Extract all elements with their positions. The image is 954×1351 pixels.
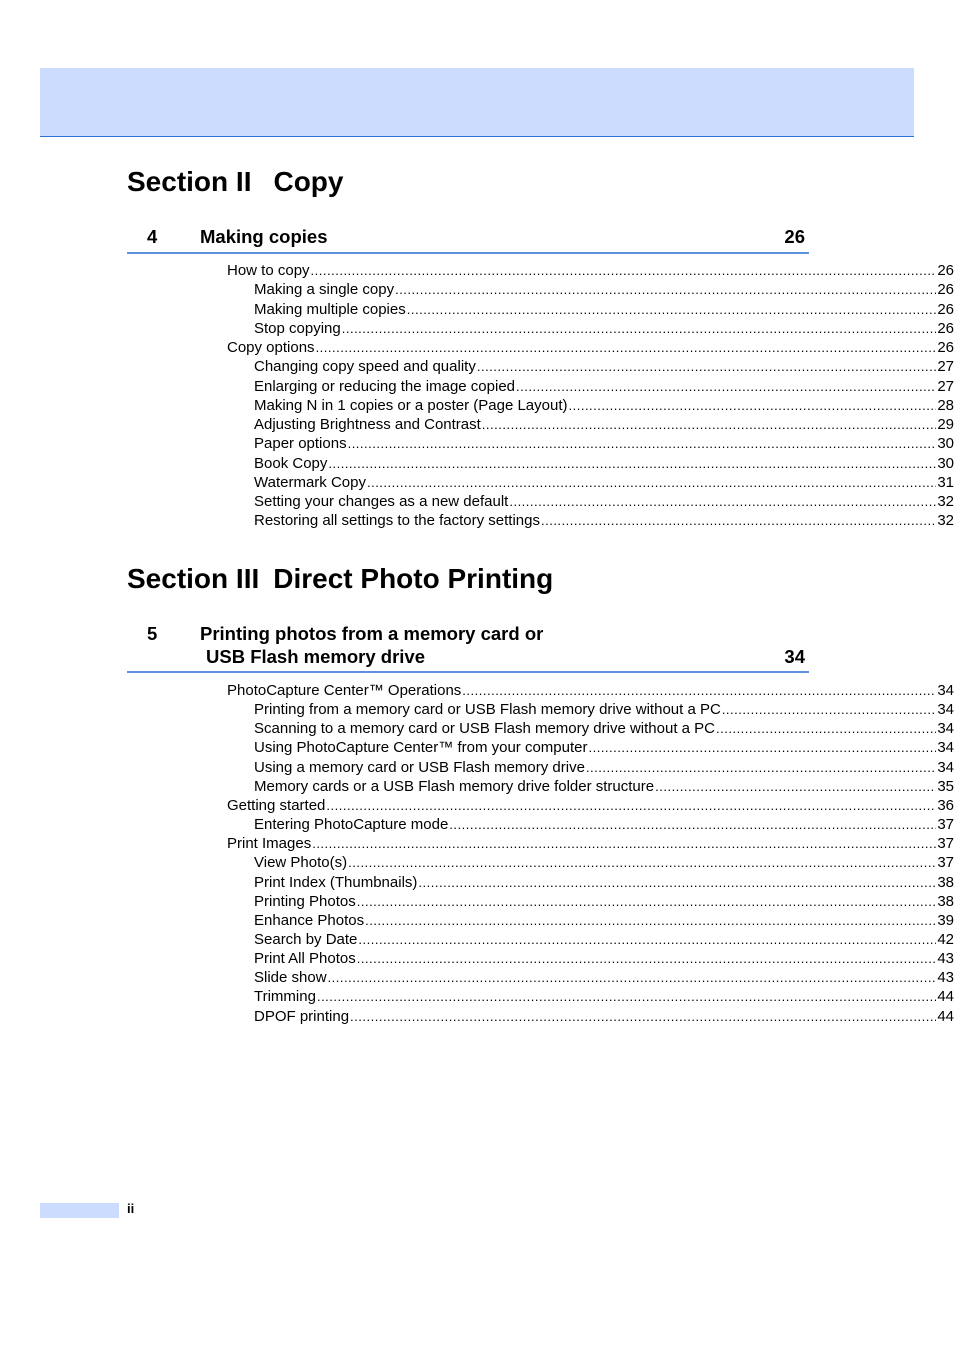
toc-dot-leader xyxy=(655,777,936,796)
toc-dot-leader xyxy=(449,815,936,834)
toc-entry[interactable] xyxy=(254,719,954,738)
toc-entry[interactable] xyxy=(254,815,954,834)
toc-entry-page: 44 xyxy=(937,1007,954,1025)
toc-entry-page: 38 xyxy=(937,873,954,891)
toc-entry-page: 27 xyxy=(937,358,954,376)
toc-entry-page: 38 xyxy=(937,892,954,910)
toc-entry-title: Book Copy xyxy=(254,454,328,472)
toc-entry[interactable] xyxy=(227,681,954,700)
toc-dot-leader xyxy=(358,930,936,949)
toc-entry-page: 37 xyxy=(937,835,954,853)
toc-entry[interactable] xyxy=(254,434,954,453)
toc-dot-leader xyxy=(328,454,936,473)
toc-entry-title: Making N in 1 copies or a poster (Page Layout) xyxy=(254,396,568,414)
section-name: Copy xyxy=(273,166,344,197)
toc-entry-title: Entering PhotoCapture mode xyxy=(254,816,449,834)
toc-entry-page: 26 xyxy=(937,281,954,299)
toc-dot-leader xyxy=(395,280,936,299)
toc-entry-title: Print Images xyxy=(227,835,312,853)
toc-entry[interactable] xyxy=(254,968,954,987)
toc-entry[interactable] xyxy=(254,911,954,930)
toc-entry[interactable] xyxy=(254,1007,954,1026)
toc-entry-page: 26 xyxy=(937,339,954,356)
toc-dot-leader xyxy=(348,853,936,872)
section-label: Section III xyxy=(127,563,260,594)
toc-entry[interactable] xyxy=(254,415,954,434)
toc-dot-leader xyxy=(348,434,937,453)
toc-dot-leader xyxy=(541,511,936,530)
toc-entry[interactable] xyxy=(227,261,954,280)
toc-entry[interactable] xyxy=(254,357,954,376)
header-band xyxy=(40,68,914,137)
toc-dot-leader xyxy=(316,338,937,357)
toc-dot-leader xyxy=(367,473,936,492)
toc-entry-title: DPOF printing xyxy=(254,1007,350,1025)
toc-entry-title: Using PhotoCapture Center™ from your computer xyxy=(254,739,588,757)
toc-entry[interactable] xyxy=(254,987,954,1006)
chapter-title: Making copies xyxy=(200,226,328,247)
toc-entry-title: How to copy xyxy=(227,262,310,279)
toc-entry-page: 31 xyxy=(937,473,954,491)
chapter-page: 26 xyxy=(784,226,805,247)
section-label: Section II xyxy=(127,166,252,197)
toc-dot-leader xyxy=(462,681,936,700)
toc-entry-page: 36 xyxy=(937,796,954,814)
toc-entry[interactable] xyxy=(254,280,954,299)
toc-entry[interactable] xyxy=(254,738,954,757)
toc-entry-page: 43 xyxy=(937,950,954,968)
toc-entry-page: 37 xyxy=(937,854,954,872)
toc-entry-page: 32 xyxy=(937,512,954,530)
toc-entry-title: Stop copying xyxy=(254,319,341,337)
toc-dot-leader xyxy=(482,415,937,434)
chapter-title-line2: USB Flash memory drive xyxy=(206,646,425,667)
toc-entry-page: 26 xyxy=(937,300,954,318)
toc-entry-title: Print Index (Thumbnails) xyxy=(254,873,418,891)
toc-entry[interactable] xyxy=(254,777,954,796)
toc-dot-leader xyxy=(407,300,937,319)
toc-entry[interactable] xyxy=(254,853,954,872)
toc-entry[interactable] xyxy=(254,454,954,473)
toc-entry-title: Using a memory card or USB Flash memory drive xyxy=(254,758,585,776)
toc-entry-title: View Photo(s) xyxy=(254,854,348,872)
toc-entry[interactable] xyxy=(254,892,954,911)
toc-entry-title: Paper options xyxy=(254,435,347,453)
toc-dot-leader xyxy=(326,796,936,815)
toc-entry[interactable] xyxy=(254,473,954,492)
toc-dot-leader xyxy=(357,892,937,911)
chapter-title-line1: Printing photos from a memory card or xyxy=(200,623,544,644)
toc-entry-title: Scanning to a memory card or USB Flash memory drive without a PC xyxy=(254,720,716,738)
toc-entry[interactable] xyxy=(254,300,954,319)
toc-entry-title: Restoring all settings to the factory settings xyxy=(254,512,540,530)
toc-entry-page: 34 xyxy=(937,720,954,738)
toc-entry[interactable] xyxy=(254,319,954,338)
toc-entry-page: 34 xyxy=(937,739,954,757)
toc-entry-title: Enlarging or reducing the image copied xyxy=(254,377,515,395)
toc-entry-page: 32 xyxy=(937,493,954,510)
toc-entry-title: Setting your changes as a new default xyxy=(254,493,509,510)
toc-dot-leader xyxy=(365,911,936,930)
toc-entry-page: 35 xyxy=(937,777,954,795)
toc-dot-leader xyxy=(569,396,937,415)
toc-entry-title: Changing copy speed and quality xyxy=(254,358,476,376)
toc-entry-title: Copy options xyxy=(227,339,315,356)
chapter-heading-4[interactable] xyxy=(127,226,809,254)
toc-entry-title: Enhance Photos xyxy=(254,911,365,929)
toc-entry-title: Making multiple copies xyxy=(254,300,406,318)
toc-entry-page: 29 xyxy=(937,416,954,433)
toc-entry-title: Search by Date xyxy=(254,930,358,948)
toc-entry-title: Print All Photos xyxy=(254,950,356,968)
footer-band xyxy=(40,1203,119,1218)
section-title-direct-photo-printing xyxy=(127,565,553,593)
toc-dot-leader xyxy=(477,357,936,376)
toc-entry-page: 34 xyxy=(937,758,954,776)
toc-entry-page: 39 xyxy=(937,911,954,929)
toc-entry-page: 37 xyxy=(937,816,954,834)
toc-entry[interactable] xyxy=(254,949,954,968)
toc-dot-leader xyxy=(418,873,936,892)
chapter-number: 4 xyxy=(147,226,158,247)
toc-entry-title: Memory cards or a USB Flash memory drive folder structure xyxy=(254,777,655,795)
toc-entry[interactable] xyxy=(254,396,954,415)
toc-entry[interactable] xyxy=(254,873,954,892)
toc-dot-leader xyxy=(509,492,936,511)
toc-dot-leader xyxy=(317,987,936,1006)
toc-entry-page: 43 xyxy=(937,969,954,987)
chapter-number: 5 xyxy=(147,623,158,644)
toc-entry-title: Slide show xyxy=(254,969,327,987)
toc-entry-title: Adjusting Brightness and Contrast xyxy=(254,416,481,433)
toc-entry-page: 34 xyxy=(937,701,954,719)
toc-dot-leader xyxy=(311,261,937,280)
page-number: ii xyxy=(127,1201,135,1216)
toc-dot-leader xyxy=(342,319,937,338)
toc-entry[interactable] xyxy=(254,700,954,719)
toc-entry-title: Printing from a memory card or USB Flash memory drive without a PC xyxy=(254,701,721,719)
toc-entry-page: 30 xyxy=(937,435,954,453)
toc-entry[interactable] xyxy=(227,338,954,357)
toc-dot-leader xyxy=(722,700,937,719)
toc-entry-page: 44 xyxy=(937,988,954,1006)
toc-entry-title: Getting started xyxy=(227,796,326,814)
toc-dot-leader xyxy=(357,949,937,968)
toc-dot-leader xyxy=(328,968,937,987)
toc-entry[interactable] xyxy=(254,758,954,777)
toc-entry-page: 27 xyxy=(937,377,954,395)
toc-entry-page: 26 xyxy=(937,262,954,279)
toc-dot-leader xyxy=(350,1007,936,1026)
toc-entry[interactable] xyxy=(254,930,954,949)
toc-entry-title: Printing Photos xyxy=(254,892,356,910)
toc-dot-leader xyxy=(716,719,936,738)
toc-dot-leader xyxy=(312,834,936,853)
section-title-copy xyxy=(127,168,343,196)
chapter-heading-5[interactable] xyxy=(127,623,809,673)
toc-dot-leader xyxy=(586,758,936,777)
toc-entry[interactable] xyxy=(254,377,954,396)
toc-entry-title: Trimming xyxy=(254,988,316,1006)
toc-entry-page: 34 xyxy=(937,682,954,699)
toc-entry-page: 42 xyxy=(937,930,954,948)
toc-entry-page: 26 xyxy=(937,319,954,337)
toc-entry[interactable] xyxy=(227,796,954,815)
toc-entry-page: 28 xyxy=(937,396,954,414)
toc-entry[interactable] xyxy=(254,492,954,511)
toc-entry-title: Making a single copy xyxy=(254,281,395,299)
chapter-page: 34 xyxy=(784,646,805,667)
toc-entry-title: PhotoCapture Center™ Operations xyxy=(227,682,462,699)
toc-entry[interactable] xyxy=(227,834,954,853)
toc-entry[interactable] xyxy=(254,511,954,530)
section-name: Direct Photo Printing xyxy=(273,563,554,594)
toc-dot-leader xyxy=(516,377,936,396)
toc-entry-page: 30 xyxy=(937,454,954,472)
toc-entry-title: Watermark Copy xyxy=(254,473,366,491)
toc-dot-leader xyxy=(588,738,936,757)
